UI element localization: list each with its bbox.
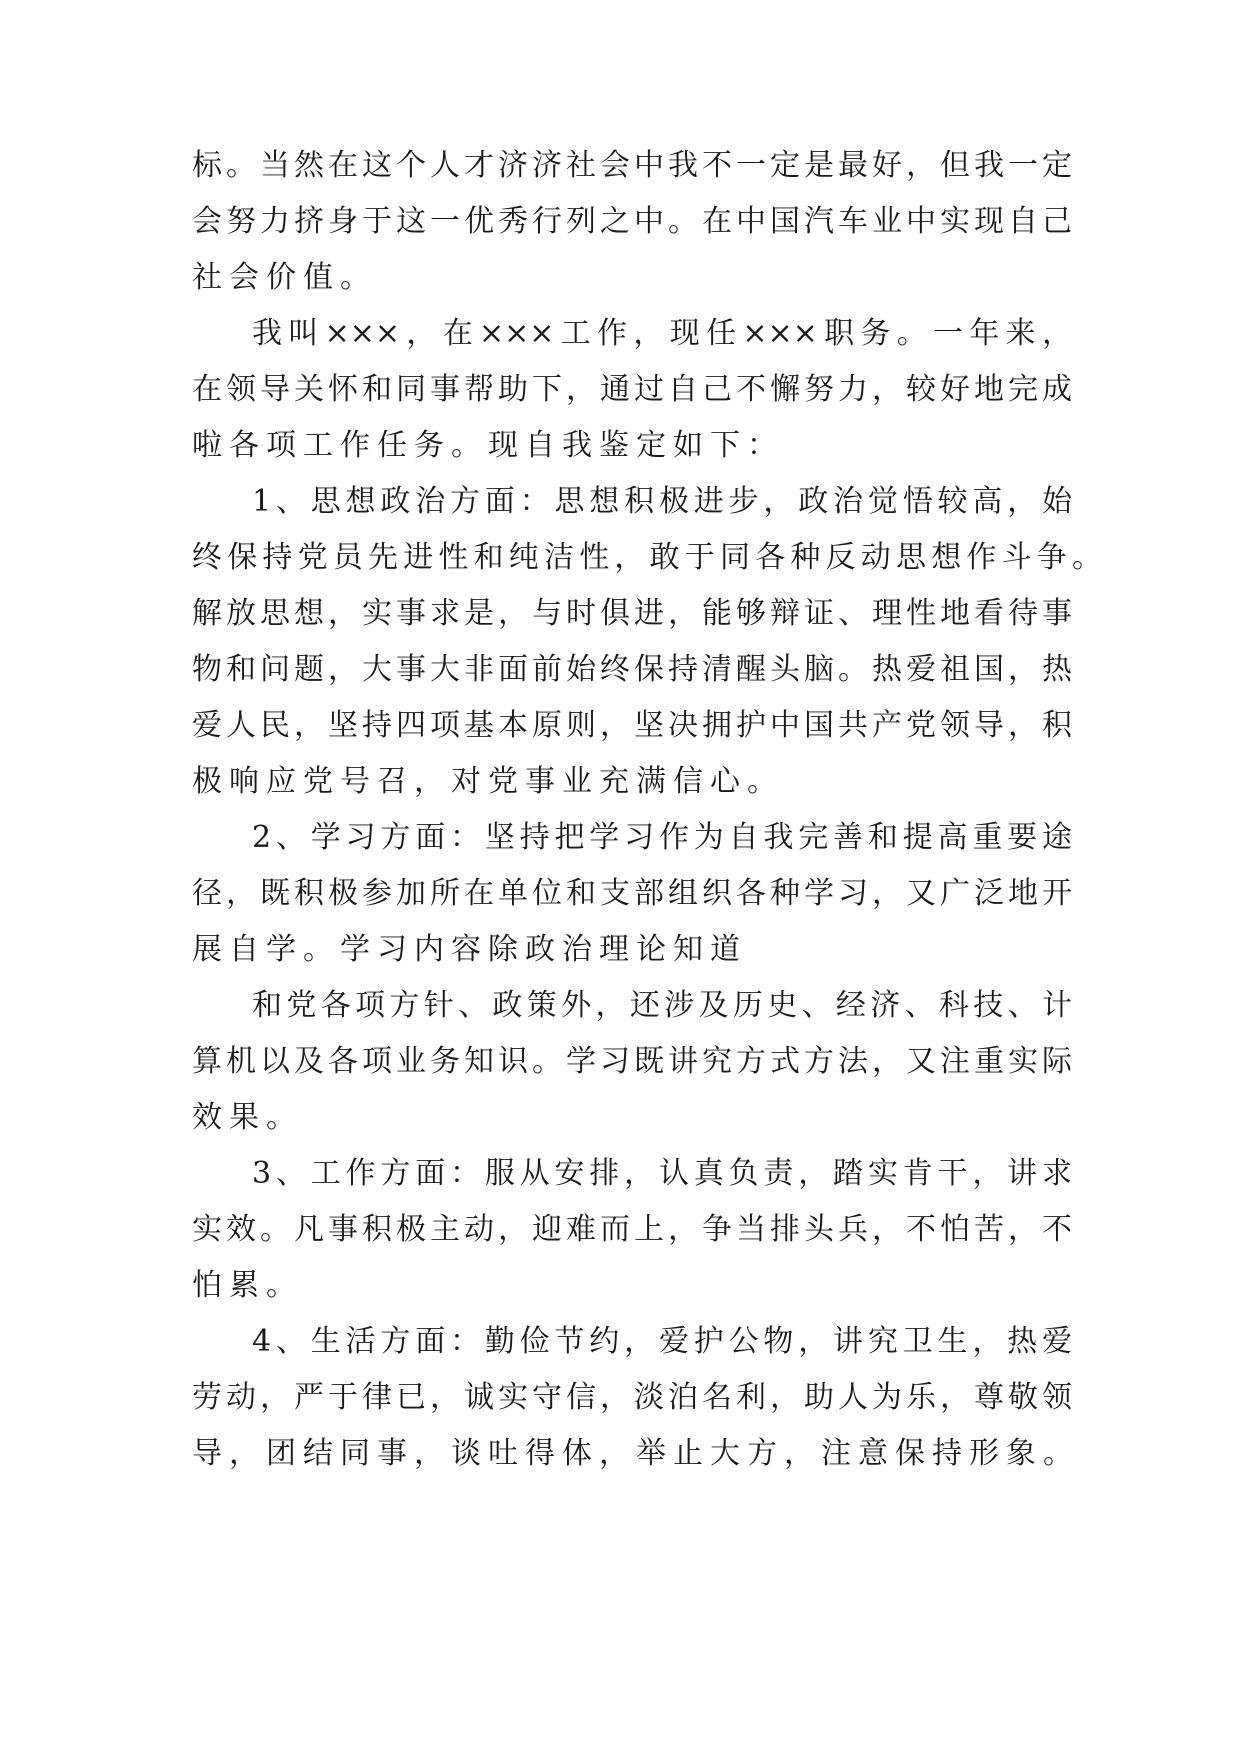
text-line: 社会价值。	[192, 260, 377, 295]
text-line: 我叫×××，在×××工作，现任×××职务。一年来，	[252, 316, 1072, 351]
text-line: 4、生活方面：勤俭节约，爱护公物，讲究卫生，热爱	[252, 1324, 1072, 1359]
text-line: 和党各项方针、政策外，还涉及历史、经济、科技、计	[252, 988, 1072, 1023]
text-line: 极响应党号召，对党事业充满信心。	[192, 764, 784, 799]
text-line: 实效。凡事积极主动，迎难而上，争当排头兵，不怕苦，不	[192, 1212, 1072, 1247]
text-line: 2、学习方面：坚持把学习作为自我完善和提高重要途	[252, 820, 1072, 855]
text-line: 爱人民，坚持四项基本原则，坚决拥护中国共产党领导，积	[192, 708, 1072, 743]
text-line: 效果。	[192, 1100, 303, 1135]
text-line: 在领导关怀和同事帮助下，通过自己不懈努力，较好地完成	[192, 372, 1072, 407]
text-line: 终保持党员先进性和纯洁性，敢于同各种反动思想作斗争。	[192, 540, 1102, 575]
text-line: 展自学。学习内容除政治理论知道	[192, 932, 747, 967]
text-line: 1、思想政治方面：思想积极进步，政治觉悟较高，始	[252, 484, 1072, 519]
text-line: 怕累。	[192, 1268, 303, 1303]
text-line: 导，团结同事，谈吐得体，举止大方，注意保持形象。	[192, 1436, 1080, 1471]
text-line: 径，既积极参加所在单位和支部组织各种学习，又广泛地开	[192, 876, 1072, 911]
text-line: 劳动，严于律已，诚实守信，淡泊名利，助人为乐，尊敬领	[192, 1380, 1072, 1415]
text-line: 解放思想，实事求是，与时俱进，能够辩证、理性地看待事	[192, 596, 1072, 631]
text-line: 3、工作方面：服从安排，认真负责，踏实肯干，讲求	[252, 1156, 1072, 1191]
text-line: 物和问题，大事大非面前始终保持清醒头脑。热爱祖国，热	[192, 652, 1072, 687]
text-line: 算机以及各项业务知识。学习既讲究方式方法，又注重实际	[192, 1044, 1072, 1079]
text-line: 标。当然在这个人才济济社会中我不一定是最好，但我一定	[192, 148, 1072, 183]
text-line: 会努力挤身于这一优秀行列之中。在中国汽车业中实现自己	[192, 204, 1072, 239]
text-line: 啦各项工作任务。现自我鉴定如下：	[192, 428, 784, 463]
